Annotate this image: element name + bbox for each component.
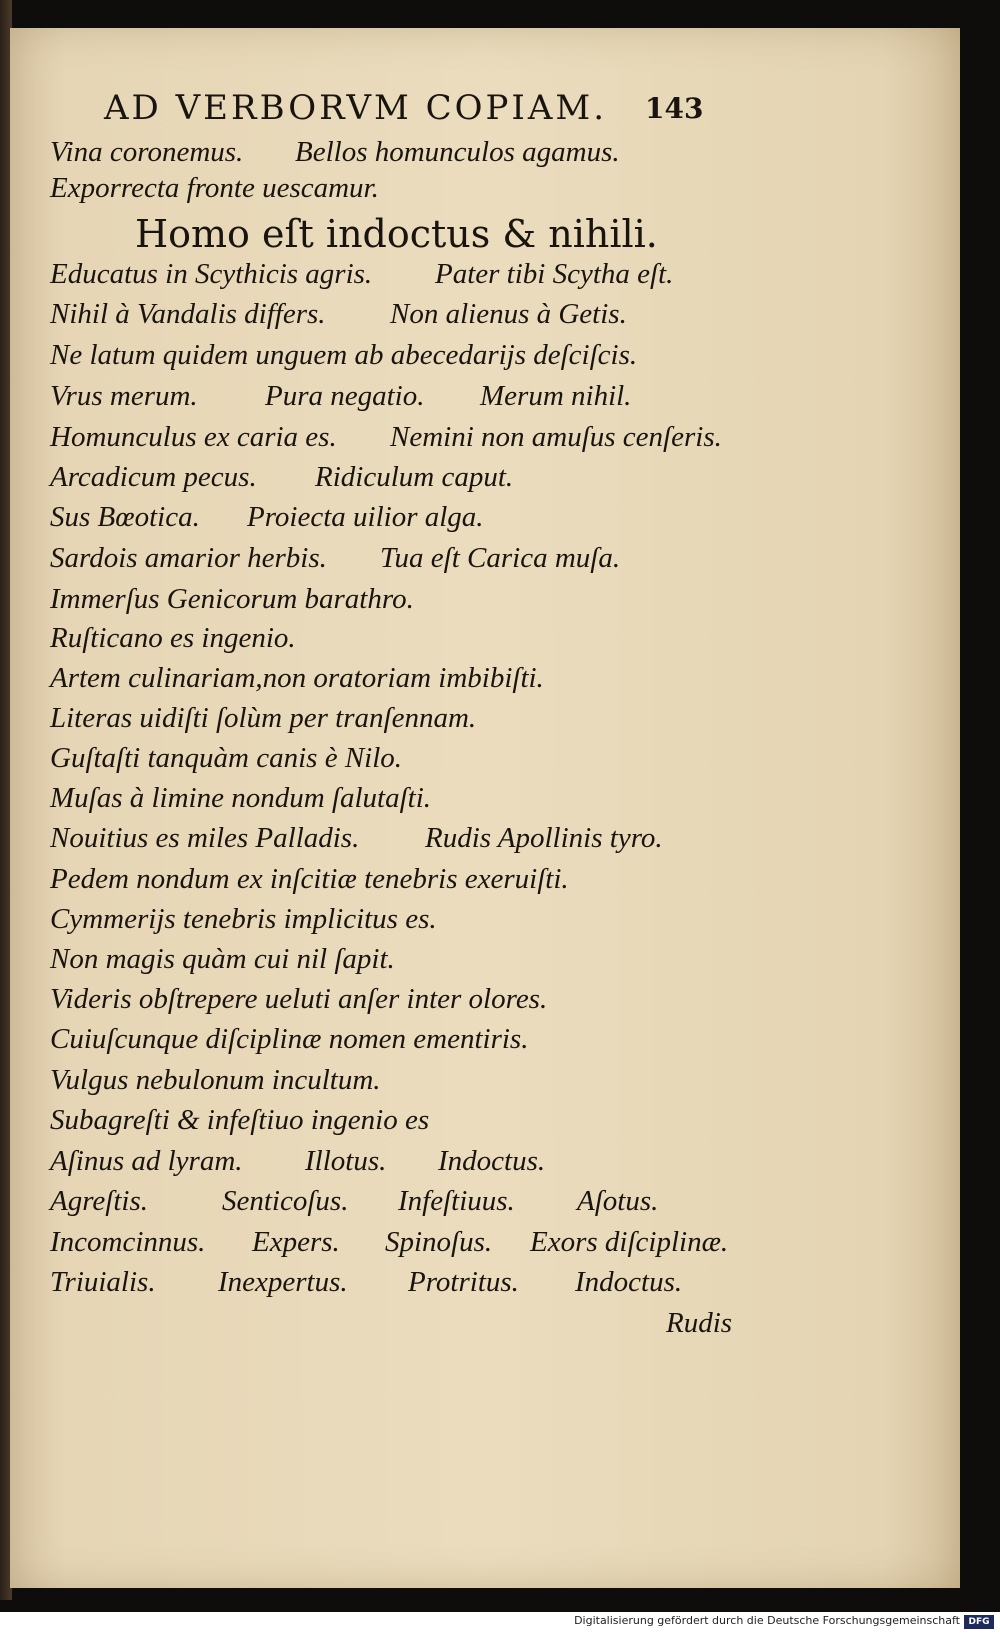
phrase: Exporrecta fronte uescamur. — [50, 172, 379, 204]
phrase: Proiecta uilior alga. — [247, 501, 484, 533]
phrase: Agreſtis. — [50, 1185, 149, 1217]
phrase: Ridiculum caput. — [315, 461, 514, 493]
phrase: Guſtaſti tanquàm canis è Nilo. — [50, 742, 403, 774]
phrase: Vrus merum. — [50, 380, 198, 412]
phrase: Nihil à Vandalis differs. — [50, 298, 326, 330]
page-number: 143 — [645, 92, 704, 125]
phrase: Aſotus. — [577, 1185, 659, 1217]
phrase: Pura negatio. — [265, 380, 425, 412]
phrase: Bellos homunculos agamus. — [295, 136, 620, 168]
phrase: Pater tibi Scytha eſt. — [435, 258, 674, 290]
phrase: Protritus. — [408, 1266, 519, 1298]
phrase: Aſinus ad lyram. — [50, 1145, 243, 1177]
phrase: Indoctus. — [575, 1266, 683, 1298]
phrase: Ne latum quidem unguem ab abecedarijs deſciſcis. — [50, 339, 638, 371]
phrase: Muſas à limine nondum ſalutaſti. — [50, 782, 432, 814]
phrase: Expers. — [252, 1226, 340, 1258]
catchword: Rudis — [666, 1307, 733, 1339]
phrase: Exors diſciplinæ. — [530, 1226, 729, 1258]
phrase: Cuiuſcunque diſciplinæ nomen ementiris. — [50, 1023, 529, 1055]
digitization-credit: Digitalisierung gefördert durch die Deutsche Forschungsgemeinschaft — [574, 1614, 960, 1627]
phrase: Non magis quàm cui nil ſapit. — [50, 943, 395, 975]
phrase: Indoctus. — [438, 1145, 546, 1177]
phrase: Incomcinnus. — [50, 1226, 206, 1258]
phrase: Literas uidiſti ſolùm per tranſennam. — [50, 702, 477, 734]
phrase: Vina coronemus. — [50, 136, 244, 168]
phrase: Non alienus à Getis. — [390, 298, 627, 330]
phrase: Arcadicum pecus. — [50, 461, 257, 493]
phrase: Cymmerijs tenebris implicitus es. — [50, 903, 437, 935]
phrase: Rudis Apollinis tyro. — [425, 822, 663, 854]
phrase: Sardois amarior herbis. — [50, 542, 327, 574]
phrase: Infeſtiuus. — [398, 1185, 515, 1217]
dfg-logo: DFG — [964, 1615, 994, 1629]
phrase: Ruſticano es ingenio. — [50, 622, 296, 654]
phrase: Triuialis. — [50, 1266, 156, 1298]
phrase: Merum nihil. — [480, 380, 632, 412]
phrase: Senticoſus. — [222, 1185, 349, 1217]
phrase: Vulgus nebulonum incultum. — [50, 1064, 381, 1096]
phrase: Videris obſtrepere ueluti anſer inter olores. — [50, 983, 548, 1015]
phrase: Tua eſt Carica muſa. — [380, 542, 621, 574]
running-head: AD VERBORVM COPIAM. — [104, 88, 608, 128]
phrase: Spinoſus. — [385, 1226, 493, 1258]
phrase: Illotus. — [305, 1145, 387, 1177]
phrase: Inexpertus. — [218, 1266, 348, 1298]
phrase: Subagreſti & infeſtiuo ingenio es — [50, 1104, 430, 1136]
phrase: Nouitius es miles Palladis. — [50, 822, 360, 854]
phrase: Sus Bœotica. — [50, 501, 200, 533]
phrase: Educatus in Scythicis agris. — [50, 258, 373, 290]
phrase: Pedem nondum ex inſcitiæ tenebris exeruiſti. — [50, 863, 569, 895]
section-heading: Homo eſt indoctus & nihili. — [135, 212, 658, 256]
phrase: Immerſus Genicorum barathro. — [50, 583, 414, 615]
phrase: Nemini non amuſus cenſeris. — [390, 421, 722, 453]
phrase: Homunculus ex caria es. — [50, 421, 337, 453]
phrase: Artem culinariam,non oratoriam imbibiſti. — [50, 662, 544, 694]
